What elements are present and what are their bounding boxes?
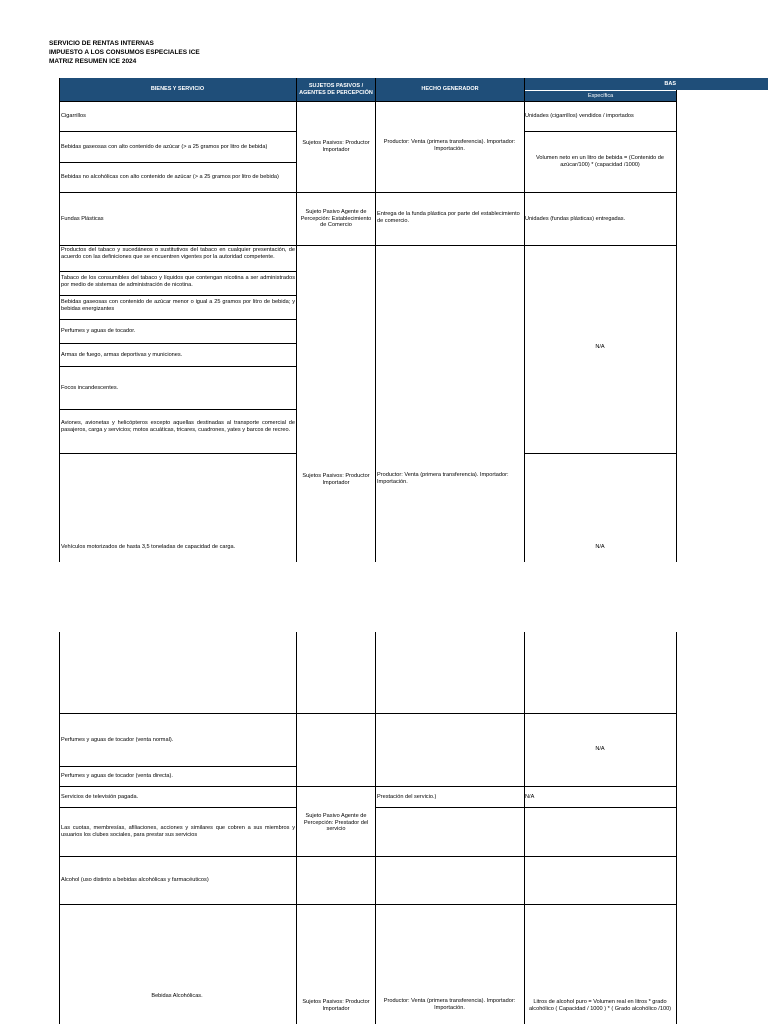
hecho-entrega-funda: Entrega de la funda plástica por parte del establecimiento de comercio.: [377, 211, 520, 224]
row-cuotas-clubes: Las cuotas, membresías, afiliaciones, acciones y similares que cobren a sus miembros y usuarios los clubes sociales, para prestar sus servicios: [61, 825, 295, 838]
column-header-especifica: Específica: [525, 91, 676, 101]
base-na-4: N/A: [525, 793, 535, 800]
hecho-venta-3: Productor: Venta (primera transferencia). Importador: Importación.: [383, 998, 516, 1011]
hecho-prestacion-servicio: Prestación del servicio.): [377, 793, 437, 800]
hecho-venta-2: Productor: Venta (primera transferencia). Importador: Importación.: [377, 472, 509, 485]
column-header-hecho: HECHO GENERADOR: [376, 78, 524, 101]
sujetos-agente-comercio: Sujeto Pasivo Agente de Percepción: Establecimiento de Comercio: [300, 209, 372, 229]
row-productos-tabaco: Productos del tabaco y sucedáneos o sustitutivos del tabaco en cualquier presentación, de acuerdo con las definiciones que se encuentren vigentes por la autoridad competente.: [61, 247, 295, 260]
base-na-1: N/A: [595, 343, 605, 350]
row-perfumes: Perfumes y aguas de tocador.: [61, 328, 136, 335]
column-header-base: BAS: [525, 78, 768, 90]
row-television-pagada: Servicios de televisión pagada.: [61, 793, 139, 800]
row-vehiculos: Vehículos motorizados de hasta 3,5 toneladas de capacidad de carga.: [61, 544, 236, 550]
base-cigarrillos: Unidades (cigarrillos) vendidos / importados: [525, 113, 634, 120]
row-bebidas-gaseosas-menor: Bebidas gaseosas con contenido de azúcar menor o igual a 25 gramos por litro de bebida; y bebidas energizantes: [61, 299, 295, 312]
base-alcohol-puro: Litros de alcohol puro = Volumen real en litros * grado alcohólico ( Capacidad / 1000 ) * ( Grado alcohólico /100): [528, 999, 672, 1012]
row-bebidas-no-alcoholicas: Bebidas no alcohólicas con alto contenido de azúcar (> a 25 gramos por litro de bebida): [61, 174, 279, 181]
row-fundas-plasticas: Fundas Plásticas: [61, 215, 104, 222]
column-header-bienes: BIENES Y SERVICIO: [59, 78, 296, 101]
row-perfumes-venta-directa: Perfumes y aguas de tocador (venta directa).: [61, 773, 173, 780]
row-armas: Armas de fuego, armas deportivas y municiones.: [61, 351, 183, 358]
base-na-2: N/A: [595, 543, 605, 550]
doc-title-line-2: IMPUESTO A LOS CONSUMOS ESPECIALES ICE: [49, 49, 200, 56]
base-volumen-neto: Volumen neto en un litro de bebida = (Contenido de azúcar/100) * (capacidad /1000): [536, 155, 664, 168]
sujetos-pasivos-2: Sujetos Pasivos: Productor Importador: [302, 473, 370, 486]
row-cigarrillos: Cigarrillos: [61, 113, 86, 120]
sujetos-pasivos-1: Sujetos Pasivos: Productor Importador: [302, 140, 370, 153]
sujetos-pasivos-3: Sujetos Pasivos: Productor Importador: [302, 999, 370, 1012]
doc-title-line-3: MATRIZ RESUMEN ICE 2024: [49, 58, 137, 65]
doc-title-line-1: SERVICIO DE RENTAS INTERNAS: [49, 40, 154, 47]
row-aviones: Aviones, avionetas y helicópteros excepto aquellas destinadas al transporte comercial de pasajeros, carga y servicios; motos acuáticas, tricares, cuadrones, yates y barcos de recreo.: [61, 420, 295, 433]
sujetos-agente-servicio: Sujeto Pasivo Agente de Percepción: Prestador del servicio: [303, 813, 369, 833]
row-perfumes-venta-normal: Perfumes y aguas de tocador (venta normal).: [61, 736, 174, 743]
row-focos: Focos incandescentes.: [61, 384, 119, 391]
row-alcohol: Alcohol (uso distinto a bebidas alcohólicas y farmacéuticos): [61, 877, 209, 884]
row-bebidas-alcoholicas: Bebidas Alcohólicas.: [151, 993, 203, 999]
row-bebidas-gaseosas-alto: Bebidas gaseosas con alto contenido de azúcar (> a 25 gramos por litro de bebida): [61, 143, 268, 150]
base-na-3: N/A: [595, 745, 605, 752]
hecho-venta-1: Productor: Venta (primera transferencia). Importador: Importación.: [383, 139, 516, 152]
row-tabaco-consumibles: Tabaco de los consumibles del tabaco y líquidos que contengan nicotina a ser administrados por medio de sistemas de administración de nicotina.: [61, 275, 295, 288]
column-header-sujetos: SUJETOS PASIVOS / AGENTES DE PERCEPCIÓN: [297, 78, 375, 101]
base-fundas: Unidades (fundas plásticas) entregadas.: [525, 215, 626, 222]
